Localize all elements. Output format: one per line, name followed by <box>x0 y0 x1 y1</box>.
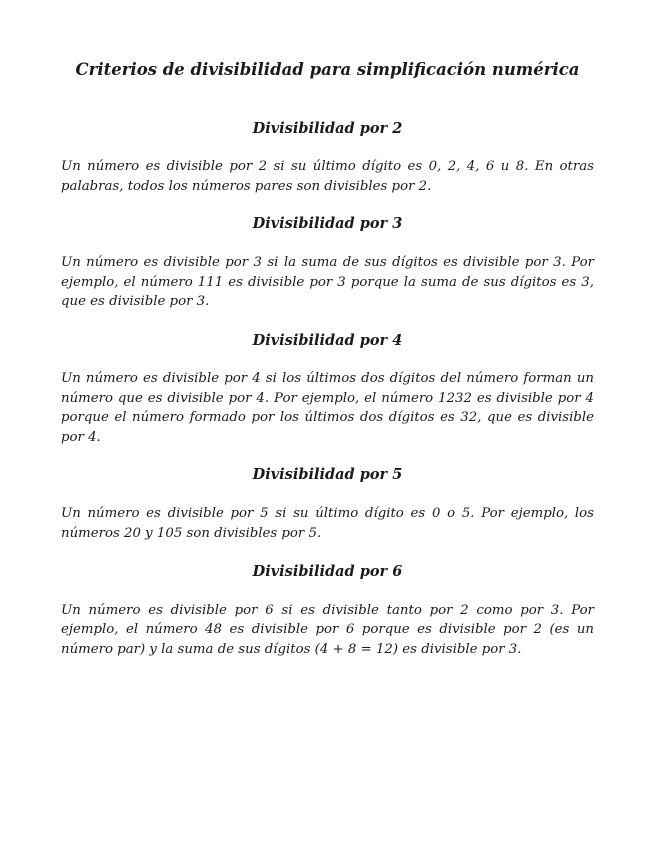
section-paragraph: Un número es divisible por 5 si su último dígito es 0 o 5. Por ejemplo, los números 20 y 105 son divisibles por 5. <box>61 506 594 541</box>
section-heading: Divisibilidad por 4 <box>252 331 403 349</box>
section-heading: Divisibilidad por 5 <box>252 466 403 484</box>
section-paragraph: Un número es divisible por 4 si los últimos dos dígitos del número forman un número que es divisible por 4. Por ejemplo, el número 1232 es divisible por 4 porque el número formado por los últimos dos dígitos es 32, que es divisible por 4. <box>61 370 594 445</box>
section-divisibility-by-6 <box>61 544 594 660</box>
section-divisibility-by-4 <box>61 312 594 447</box>
section-paragraph: Un número es divisible por 3 si la suma de sus dígitos es divisible por 3. Por ejemplo, el número 111 es divisible por 3 porque la suma de sus dígitos es 3, que es divisible por 3. <box>61 255 594 310</box>
document-title: Criterios de divisibilidad para simplificación numérica <box>75 60 580 79</box>
section-divisibility-by-3 <box>61 196 594 312</box>
section-paragraph: Un número es divisible por 2 si su último dígito es 0, 2, 4, 6 u 8. En otras palabras, todos los números pares son divisibles por 2. <box>61 159 594 194</box>
section-divisibility-by-2 <box>61 81 594 196</box>
section-divisibility-by-5 <box>61 447 594 543</box>
section-paragraph: Un número es divisible por 6 si es divisible tanto por 2 como por 3. Por ejemplo, el número 48 es divisible por 6 porque es divisible por 2 (es un número par) y la suma de sus dígitos (4 + 8 = 12) es divisible por 3. <box>61 602 594 657</box>
section-heading: Divisibilidad por 3 <box>252 215 403 233</box>
section-heading: Divisibilidad por 2 <box>252 120 403 137</box>
section-heading: Divisibilidad por 6 <box>252 562 403 580</box>
